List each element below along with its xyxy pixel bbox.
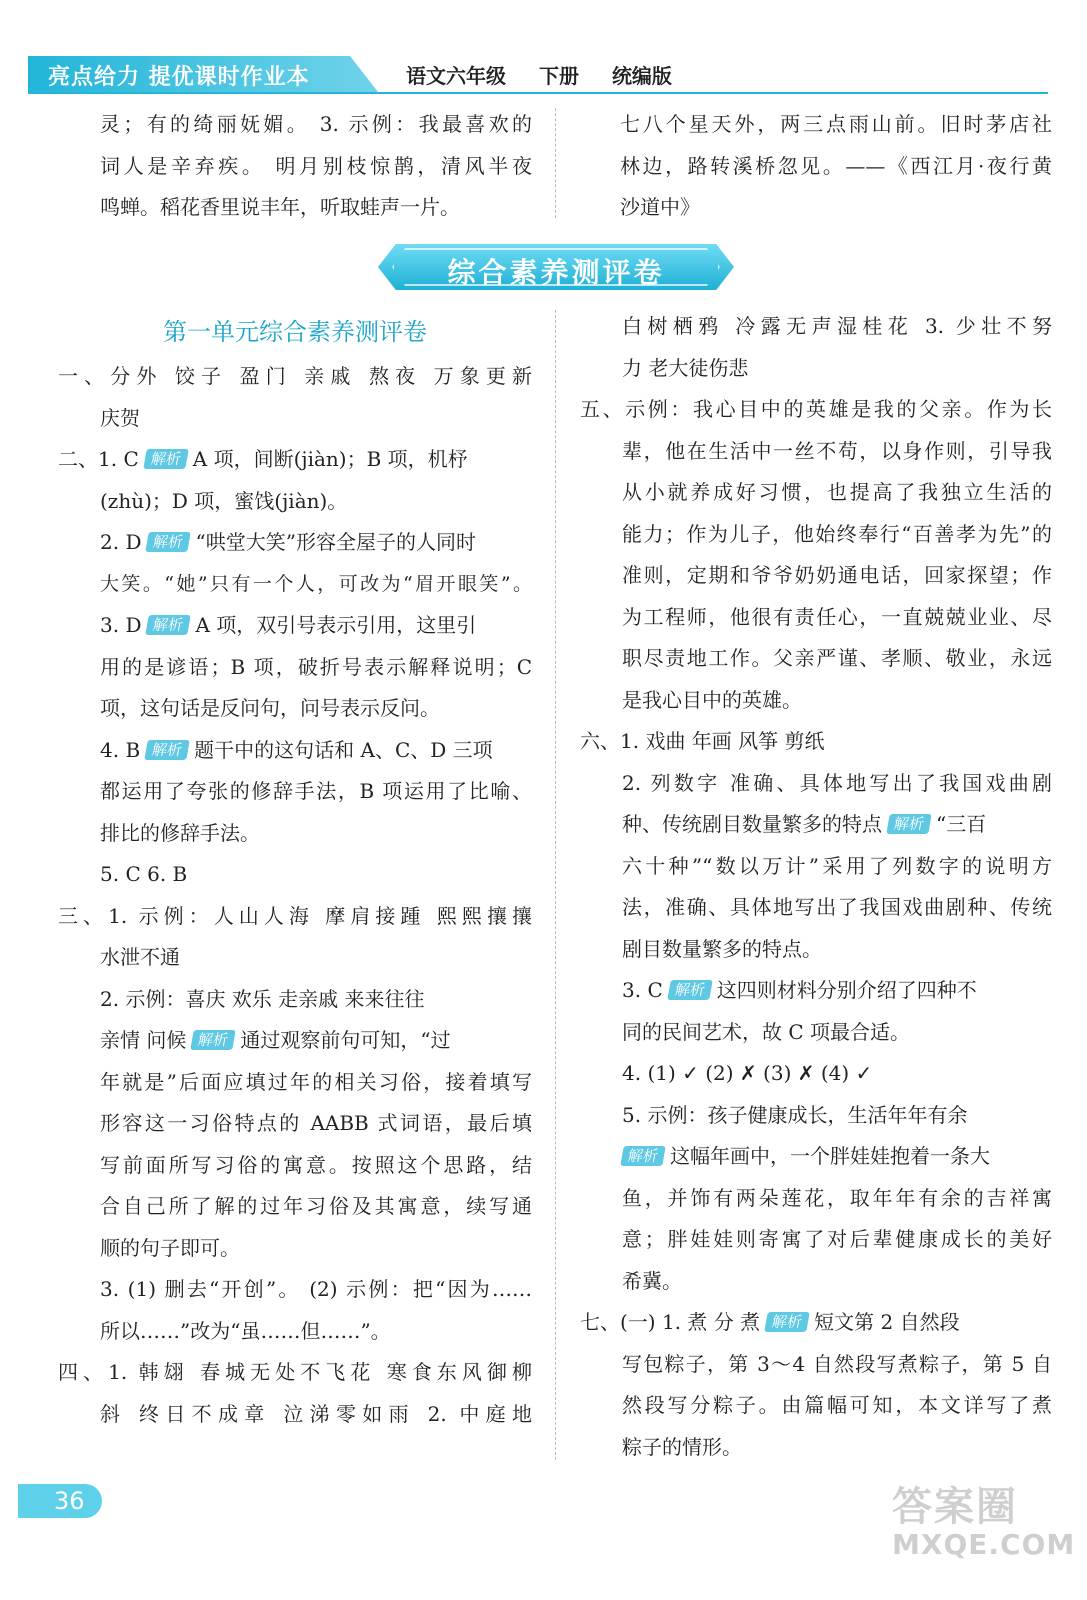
analysis-text: 题干中的这句话和 A、C、D 三项 bbox=[194, 737, 493, 762]
text-line: 粽子的情形。 bbox=[622, 1434, 742, 1459]
analysis-tag: 解析 bbox=[764, 1312, 810, 1332]
left-column bbox=[58, 308, 532, 1435]
analysis-text: 通过观察前句可知，“过 bbox=[240, 1028, 451, 1052]
header-info bbox=[406, 60, 698, 89]
page-header bbox=[28, 56, 1048, 92]
watermark-logo-text: 答案圈 bbox=[892, 1484, 1018, 1530]
analysis-text: 这幅年画中，一个胖娃娃抱着一条大 bbox=[670, 1144, 991, 1168]
text-line bbox=[580, 970, 1052, 1012]
unit-title: 第一单元综合素养测评卷 bbox=[163, 318, 427, 346]
text-line bbox=[58, 522, 532, 564]
analysis-text: A 项，间断(jiàn)；B 项，机杼 bbox=[192, 447, 468, 471]
answer-label: 二、1. C bbox=[58, 447, 139, 471]
text-line: 5. 示例：孩子健康成长，生活年年有余 bbox=[622, 1102, 968, 1127]
text-line: 林边，路转溪桥忽见。——《西江月·夜行黄 bbox=[620, 153, 1052, 178]
text-line: 希冀。 bbox=[622, 1268, 682, 1293]
text-line: 写前面所写习俗的寓意。按照这个思路，结 bbox=[100, 1152, 532, 1177]
top-right-block bbox=[620, 104, 1052, 229]
text-line bbox=[580, 804, 1052, 846]
analysis-text: “哄堂大笑”形容全屋子的人同时 bbox=[195, 530, 476, 554]
text-line: 准则，定期和爷爷奶奶通电话，回家探望；作 bbox=[622, 563, 1052, 587]
text-line: 六、1. 戏曲 年画 风筝 剪纸 bbox=[580, 729, 825, 753]
text-line: 排比的修辞手法。 bbox=[100, 820, 260, 845]
column-divider bbox=[555, 310, 556, 1460]
page-number: 36 bbox=[54, 1487, 85, 1515]
text-line: 顺的句子即可。 bbox=[100, 1235, 240, 1260]
answer-label: 七、(一) 1. 煮 分 煮 bbox=[580, 1310, 761, 1334]
text-line: 四、1. 韩翃 春城无处不飞花 寒食东风御柳 bbox=[58, 1360, 532, 1384]
answer-label: 4. B bbox=[100, 737, 141, 762]
banner-title: 综合素养测评卷 bbox=[447, 256, 665, 289]
text-line: 七八个星天外，两三点雨山前。旧时茅店社 bbox=[620, 112, 1052, 136]
text-line: 是我心目中的英雄。 bbox=[622, 687, 802, 712]
text-line: 斜 终日不成章 泣涕零如雨 2. 中庭地 bbox=[100, 1401, 532, 1426]
right-column bbox=[580, 306, 1052, 1468]
section-banner bbox=[378, 244, 734, 290]
text-line: 庆贺 bbox=[100, 405, 140, 430]
text-line: 从小就养成好习惯，也提高了我独立生活的 bbox=[622, 480, 1052, 504]
text-line: 为工程师，他很有责任心，一直兢兢业业、尽 bbox=[622, 604, 1052, 629]
analysis-text: 这四则材料分别介绍了四种不 bbox=[716, 978, 977, 1002]
text-line: 所以……”改为“虽……但……”。 bbox=[100, 1318, 391, 1343]
analysis-text: A 项，双引号表示引用，这里引 bbox=[195, 613, 477, 637]
text-line: 年就是”后面应填过年的相关习俗，接着填写 bbox=[100, 1069, 532, 1094]
text-line bbox=[58, 439, 532, 481]
answer-label: 2. D bbox=[100, 530, 142, 554]
text-line: 白树栖鸦 冷露无声湿桂花 3. 少壮不努 bbox=[622, 314, 1052, 338]
analysis-tag: 解析 bbox=[191, 1030, 237, 1050]
text-line bbox=[58, 730, 532, 772]
answer-label: 亲情 问候 bbox=[100, 1028, 187, 1052]
text-line: 水泄不通 bbox=[100, 945, 180, 969]
text-line: 意；胖娃娃则寄寓了对后辈健康成长的美好 bbox=[622, 1227, 1052, 1251]
answer-label: 3. C bbox=[622, 978, 663, 1002]
text-line: 鱼，并饰有两朵莲花，取年年有余的吉祥寓 bbox=[622, 1185, 1052, 1210]
text-line: 5. C 6. B bbox=[100, 862, 188, 886]
text-line: 剧目数量繁多的特点。 bbox=[622, 936, 822, 961]
analysis-tag: 解析 bbox=[143, 449, 189, 469]
text-line: 五、示例：我心目中的英雄是我的父亲。作为长 bbox=[580, 397, 1052, 421]
text-line: 然段写分粽子。由篇幅可知，本文详写了煮 bbox=[622, 1393, 1052, 1417]
text-line bbox=[580, 1302, 1052, 1344]
text-line: (zhù)；D 项，蜜饯(jiàn)。 bbox=[100, 488, 348, 513]
text-line: 六十种”“数以万计”采用了列数字的说明方 bbox=[622, 853, 1052, 878]
analysis-tag: 解析 bbox=[620, 1146, 666, 1166]
text-line: 项，这句话是反问句，问号表示反问。 bbox=[100, 696, 440, 720]
text-line: 2. 列数字 准确、具体地写出了我国戏曲剧 bbox=[622, 770, 1052, 795]
analysis-tag: 解析 bbox=[146, 532, 192, 552]
text-line: 一、分外 饺子 盈门 亲戚 熬夜 万象更新 bbox=[58, 364, 532, 388]
page-number-tab bbox=[18, 1484, 102, 1518]
text-line: 职尽责地工作。父亲严谨、孝顺、敬业，永远 bbox=[622, 646, 1052, 670]
analysis-text: 短文第 2 自然段 bbox=[814, 1310, 960, 1334]
text-line bbox=[580, 1136, 1052, 1178]
analysis-text: “三百 bbox=[936, 812, 987, 836]
text-line: 鸣蝉。稻花香里说丰年，听取蛙声一片。 bbox=[100, 195, 460, 219]
text-line: 沙道中》 bbox=[620, 195, 700, 219]
analysis-tag: 解析 bbox=[886, 814, 932, 834]
answer-label: 3. D bbox=[100, 613, 142, 637]
text-line: 大笑。“她”只有一个人，可改为“眉开眼笑”。 bbox=[100, 572, 532, 595]
analysis-tag: 解析 bbox=[144, 740, 190, 760]
text-line: 写包粽子，第 3～4 自然段写煮粽子，第 5 自 bbox=[622, 1351, 1052, 1376]
text-line: 用的是谚语；B 项，破折号表示解释说明；C bbox=[100, 654, 532, 679]
header-rule bbox=[28, 92, 1048, 94]
watermark-url: MXQE.COM bbox=[892, 1528, 1076, 1561]
text-line: 词人是辛弃疾。 明月别枝惊鹊，清风半夜 bbox=[100, 153, 532, 178]
answer-label: 种、传统剧目数量繁多的特点 bbox=[622, 812, 882, 836]
text-line: 2. 示例：喜庆 欢乐 走亲戚 来来往往 bbox=[100, 986, 425, 1011]
text-line bbox=[58, 1020, 532, 1062]
text-line bbox=[58, 605, 532, 647]
text-line: 合自己所了解的过年习俗及其寓意，续写通 bbox=[100, 1194, 532, 1218]
column-divider bbox=[555, 108, 556, 218]
text-line: 同的民间艺术，故 C 项最合适。 bbox=[622, 1019, 911, 1044]
header-edition: 统编版 bbox=[611, 64, 672, 88]
text-line: 法，准确、具体地写出了我国戏曲剧种、传统 bbox=[622, 895, 1052, 919]
text-line: 能力；作为儿子，他始终奉行“百善孝为先”的 bbox=[622, 521, 1052, 546]
text-line: 力 老大徒伤悲 bbox=[622, 355, 749, 380]
text-line: 4. (1) ✓ (2) ✗ (3) ✗ (4) ✓ bbox=[622, 1061, 873, 1085]
top-left-block bbox=[100, 104, 532, 229]
text-line: 都运用了夸张的修辞手法，B 项运用了比喻、 bbox=[100, 779, 532, 803]
text-line: 3. (1) 删去“开创”。 (2) 示例：把“因为…… bbox=[100, 1277, 532, 1301]
text-line: 三、1. 示例：人山人海 摩肩接踵 熙熙攘攘 bbox=[58, 903, 532, 928]
header-volume: 下册 bbox=[538, 64, 579, 88]
text-line: 灵；有的绮丽妩媚。 3. 示例：我最喜欢的 bbox=[100, 112, 532, 136]
analysis-tag: 解析 bbox=[667, 980, 713, 1000]
text-line: 辈，他在生活中一丝不苟，以身作则，引导我 bbox=[622, 438, 1052, 463]
header-brand: 亮点给力 提优课时作业本 bbox=[48, 65, 310, 90]
text-line: 形容这一习俗特点的 AABB 式词语，最后填 bbox=[100, 1111, 532, 1135]
analysis-tag: 解析 bbox=[146, 615, 192, 635]
watermark bbox=[892, 1484, 1076, 1564]
header-subject: 语文六年级 bbox=[406, 64, 506, 88]
